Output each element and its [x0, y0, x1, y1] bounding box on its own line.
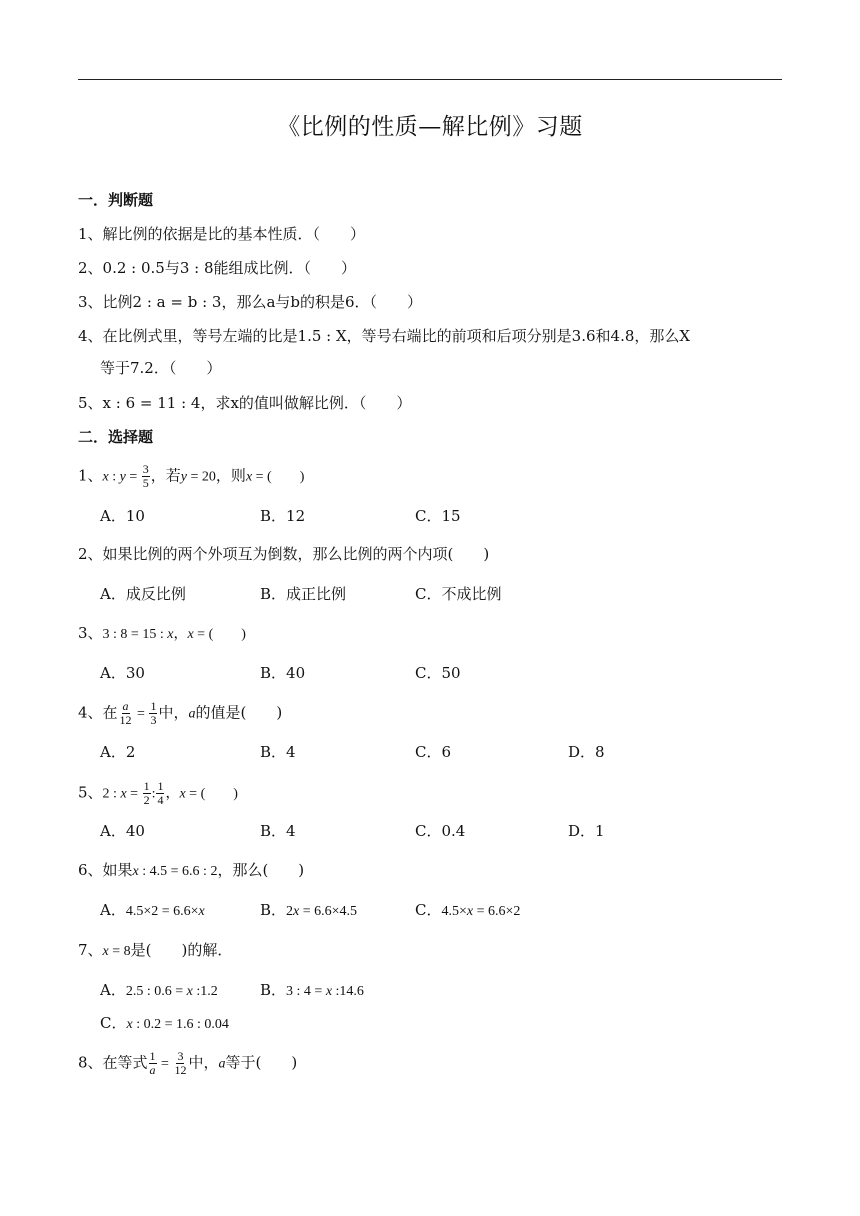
q5-option-b: B．4 — [260, 822, 296, 840]
q2-option-a: A．成反比例 — [100, 585, 186, 603]
q7-option-b: B．3 : 4 = x :14.6 — [260, 981, 364, 999]
q2-option-c: C．不成比例 — [415, 585, 502, 603]
choice-question-6: 6、如果x : 4.5 = 6.6 : 2，那么( ) — [78, 861, 305, 879]
choice-question-2: 2、如果比例的两个外项互为倒数，那么比例的两个内项( ) — [78, 545, 490, 563]
fraction: $\frac{1}{2}$ — [143, 779, 150, 807]
q1-option-c: C．15 — [415, 507, 461, 525]
q1-option-b: B．12 — [260, 507, 306, 525]
q4-option-c: C．6 — [415, 743, 452, 761]
q7-option-c: C．x : 0.2 = 1.6 : 0.04 — [100, 1014, 229, 1032]
fraction: $\frac{3}{5}$ — [142, 462, 149, 490]
q4-option-b: B．4 — [260, 743, 296, 761]
q3-option-a: A．30 — [100, 664, 145, 682]
q6-option-a: A．4.5×2 = 6.6×x — [100, 901, 205, 919]
section-heading-choice: 二．选择题 — [78, 428, 154, 446]
judgement-item-4-cont: 等于7.2．（ ） — [100, 359, 222, 377]
header-rule — [78, 79, 782, 80]
q6-option-b: B．2x = 6.6×4.5 — [260, 901, 358, 919]
q4-option-a: A．2 — [100, 743, 136, 761]
fraction: $\frac{1}{a}$ — [149, 1049, 156, 1077]
judgement-item-1: 1、解比例的依据是比的基本性质．（ ） — [78, 225, 366, 243]
fraction: $\frac{1}{3}$ — [150, 699, 157, 727]
choice-question-1: 1、x : y = $\frac{3}{5}$ ，若y = 20，则x = ( ) — [78, 462, 305, 490]
q3-option-b: B．40 — [260, 664, 306, 682]
choice-question-8: 8、在等式 $\frac{1}{a}$ = $\frac{3}{12}$ 中，a等于( ) — [78, 1049, 298, 1077]
judgement-item-4: 4、在比例式里，等号左端的比是1.5 : X，等号右端比的前项和后项分别是3.6和4.8，那么X — [78, 327, 691, 345]
judgement-item-5: 5、x : 6 = 11 : 4，求x的值叫做解比例．（ ） — [78, 394, 412, 412]
judgement-item-2: 2、0.2 : 0.5与3 : 8能组成比例．（ ） — [78, 259, 357, 277]
fraction: $\frac{1}{4}$ — [157, 779, 164, 807]
q7-option-a: A．2.5 : 0.6 = x :1.2 — [100, 981, 218, 999]
choice-question-7: 7、x = 8是( )的解． — [78, 941, 233, 959]
q5-option-c: C．0.4 — [415, 822, 466, 840]
q3-option-c: C．50 — [415, 664, 461, 682]
page-title: 《比例的性质—解比例》习题 — [277, 114, 583, 140]
choice-question-3: 3、3 : 8 = 15 : x，x = ( ) — [78, 624, 246, 642]
judgement-item-3: 3、比例2 : a = b : 3，那么a与b的积是6．（ ） — [78, 293, 423, 311]
fraction: $\frac{a}{12}$ — [119, 699, 132, 727]
q6-option-c: C．4.5×x = 6.6×2 — [415, 901, 521, 919]
choice-question-4: 4、在 $\frac{a}{12}$ = $\frac{1}{3}$ 中，a的值是( ) — [78, 699, 283, 727]
fraction: $\frac{3}{12}$ — [174, 1049, 187, 1077]
choice-question-5: 5、2 : x = $\frac{1}{2}$ : $\frac{1}{4}$ ，x = ( ) — [78, 779, 238, 807]
q2-option-b: B．成正比例 — [260, 585, 347, 603]
q5-option-d: D．1 — [568, 822, 605, 840]
section-heading-judgement: 一．判断题 — [78, 191, 154, 209]
q4-option-d: D．8 — [568, 743, 605, 761]
q5-option-a: A．40 — [100, 822, 145, 840]
q1-option-a: A．10 — [100, 507, 145, 525]
